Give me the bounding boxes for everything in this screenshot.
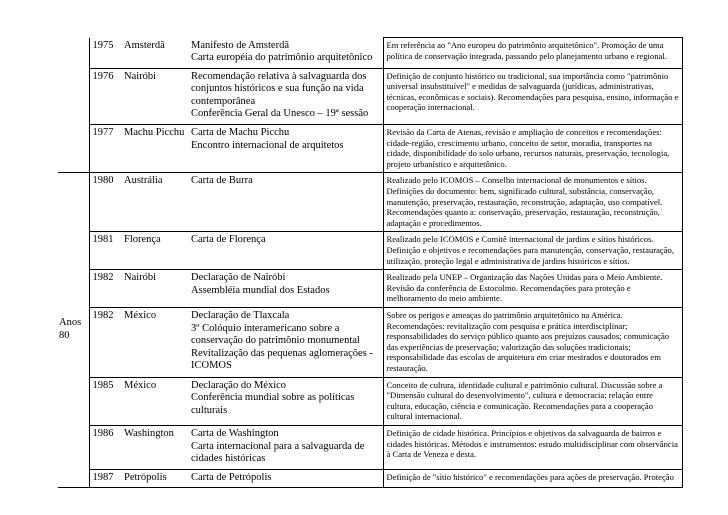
description-cell: Sobre os perigos e ameaças do patrimônio arquitetônico na América. Recomendações: revitalização com pesquisa e prática interdisciplinar; responsabilidades do serviço público quanto aos prejuízos causados; comunicação das experiências de preservação; valorização das soluções tradicionais; responsabilidade das escolas de arquitetura em criar mestrados e doutorados em restauração. <box>383 307 682 377</box>
table-row <box>58 270 682 308</box>
document-title-line: Carta internacional para a salvaguarda de cidades históricas <box>191 440 365 465</box>
document-title-line: Carta de Florença <box>191 234 266 246</box>
document-title-line: Carta de Machu Picchu <box>191 127 290 139</box>
table-row <box>58 38 682 69</box>
year-cell: 1985 <box>89 377 121 425</box>
city-cell: Nairóbi <box>121 68 188 124</box>
document-title-line: Revitalização das pequenas aglomerações - ICOMOS <box>191 347 373 372</box>
description-cell: Revisão da Carta de Atenas, revisão e ampliação de conceitos e recomendações: cidade-região, crescimento urbano, conceito de setor, moradia, transportes na cidade, disponibilidade do solo urbano, recursos naturais, preservação, tecnologia, projeto urbanístico e arquitetônico. <box>383 125 682 173</box>
document-cell <box>188 173 383 232</box>
city-cell: Florença <box>121 232 188 270</box>
city-cell: Nairóbi <box>121 270 188 308</box>
description-cell: Definição de cidade histórica. Princípios e objetivos da salvaguarda de bairros e cidades históricas. Métodos e instrumentos: estudo multidisciplinar com observância à Carta de Veneza e desta. <box>383 425 682 469</box>
document-cell <box>188 307 383 377</box>
charter-table-page <box>58 37 682 488</box>
description-cell: Conceito de cultura, identidade cultural e patrimônio cultural. Discussão sobre a "Dimensão cultural do desenvolvimento", cultura e democracia; relação entre cultura, educação, ciência e comunicação. Recomendações para a cooperação cultural internacional. <box>383 377 682 425</box>
year-cell: 1977 <box>89 125 121 173</box>
document-cell <box>188 125 383 173</box>
table-row <box>58 68 682 124</box>
document-cell <box>188 377 383 425</box>
document-title-line: Conferência Geral da Unesco – 19ª sessão <box>191 108 369 120</box>
document-title-line: Manifesto de Amsterdã <box>191 39 289 51</box>
document-title-line: Conferência mundial sobre as políticas culturais <box>191 392 355 416</box>
description-cell: Realizado pelo ICOMOS – Conselho internacional de monumentos e sítios. Definições do documento: bem, significado cultural, substância, conservação, manutenção, preservação, restauração, reconstrução, adaptação, uso compatível. Recomendações quanto a: conservação, preservação, restauração, reconstrução, adaptação e procedimentos. <box>383 173 682 232</box>
table-row <box>58 469 682 488</box>
city-cell: Austrália <box>121 173 188 232</box>
table-row <box>58 377 682 425</box>
city-cell: Petrópolis <box>121 469 188 488</box>
document-title-line: 3º Colóquio interamericano sobre a conservação do patrimônio monumental <box>191 322 360 347</box>
year-cell: 1976 <box>89 68 121 124</box>
document-title-line: Declaração de Tlaxcala <box>191 309 290 321</box>
document-title-line: Declaração de Nairóbi <box>191 272 286 284</box>
document-title-line: Carta européia do patrimônio arquitetônico <box>191 52 373 64</box>
city-cell: Machu Picchu <box>121 125 188 173</box>
year-cell: 1975 <box>89 38 121 69</box>
city-cell: Washington <box>121 425 188 469</box>
description-cell: Definição de conjunto histórico ou tradicional, sua importância como "patrimônio universal insubstituível" e medidas de salvaguarda (jurídicas, administrativas, técnicas, econômicas e sociais). Recomendações para pesquisa, ensino, informação e cooperação internacional. <box>383 68 682 124</box>
document-title-line: Carta de Burra <box>191 175 253 187</box>
charters-table-body <box>58 38 682 488</box>
document-title-line: Encontro internacional de arquitetos <box>191 139 344 151</box>
year-cell: 1980 <box>89 173 121 232</box>
year-cell: 1986 <box>89 425 121 469</box>
document-cell <box>188 425 383 469</box>
table-row <box>58 125 682 173</box>
city-cell: Amsterdã <box>121 38 188 69</box>
city-cell: México <box>121 307 188 377</box>
table-row <box>58 173 682 232</box>
era-label: Anos 80 <box>58 173 89 488</box>
description-cell: Definição de "sítio histórico" e recomendações para ações de preservação. Proteção <box>383 469 682 488</box>
era-cell-70s <box>58 38 89 173</box>
document-cell <box>188 68 383 124</box>
document-title-line: Recomendação relativa à salvaguarda dos conjuntos históricos e sua função na vida contemporânea <box>191 70 367 107</box>
year-cell: 1982 <box>89 307 121 377</box>
description-cell: Em referência ao "Ano europeu do patrimônio arquitetônico". Promoção de uma política de conservação integrada, passando pelo planejamento urbano e regional. <box>383 38 682 69</box>
table-row <box>58 425 682 469</box>
table-row <box>58 307 682 377</box>
document-title-line: Carta de Washington <box>191 427 279 439</box>
table-row <box>58 232 682 270</box>
description-cell: Realizado pela UNEP – Organização das Nações Unidas para o Meio Ambiente. Revisão da conferência de Estocolmo. Recomendações para proteção e melhoramento do meio ambiente. <box>383 270 682 308</box>
description-cell: Realizado pelo ICOMOS e Comitê internacional de jardins e sítios históricos. Definição e objetivos e recomendações para manutenção, conservação, restauração, utilização, proteção legal e administrativa de jardins históricos e sítios. <box>383 232 682 270</box>
document-title-line: Assembléia mundial dos Estados <box>191 284 330 296</box>
city-cell: México <box>121 377 188 425</box>
document-cell <box>188 232 383 270</box>
document-cell <box>188 270 383 308</box>
year-cell: 1982 <box>89 270 121 308</box>
document-title-line: Declaração do México <box>191 379 287 391</box>
year-cell: 1987 <box>89 469 121 488</box>
charters-table <box>58 37 683 488</box>
document-cell <box>188 469 383 488</box>
document-title-line: Carta de Petrópolis <box>191 471 272 483</box>
year-cell: 1981 <box>89 232 121 270</box>
document-cell <box>188 38 383 69</box>
